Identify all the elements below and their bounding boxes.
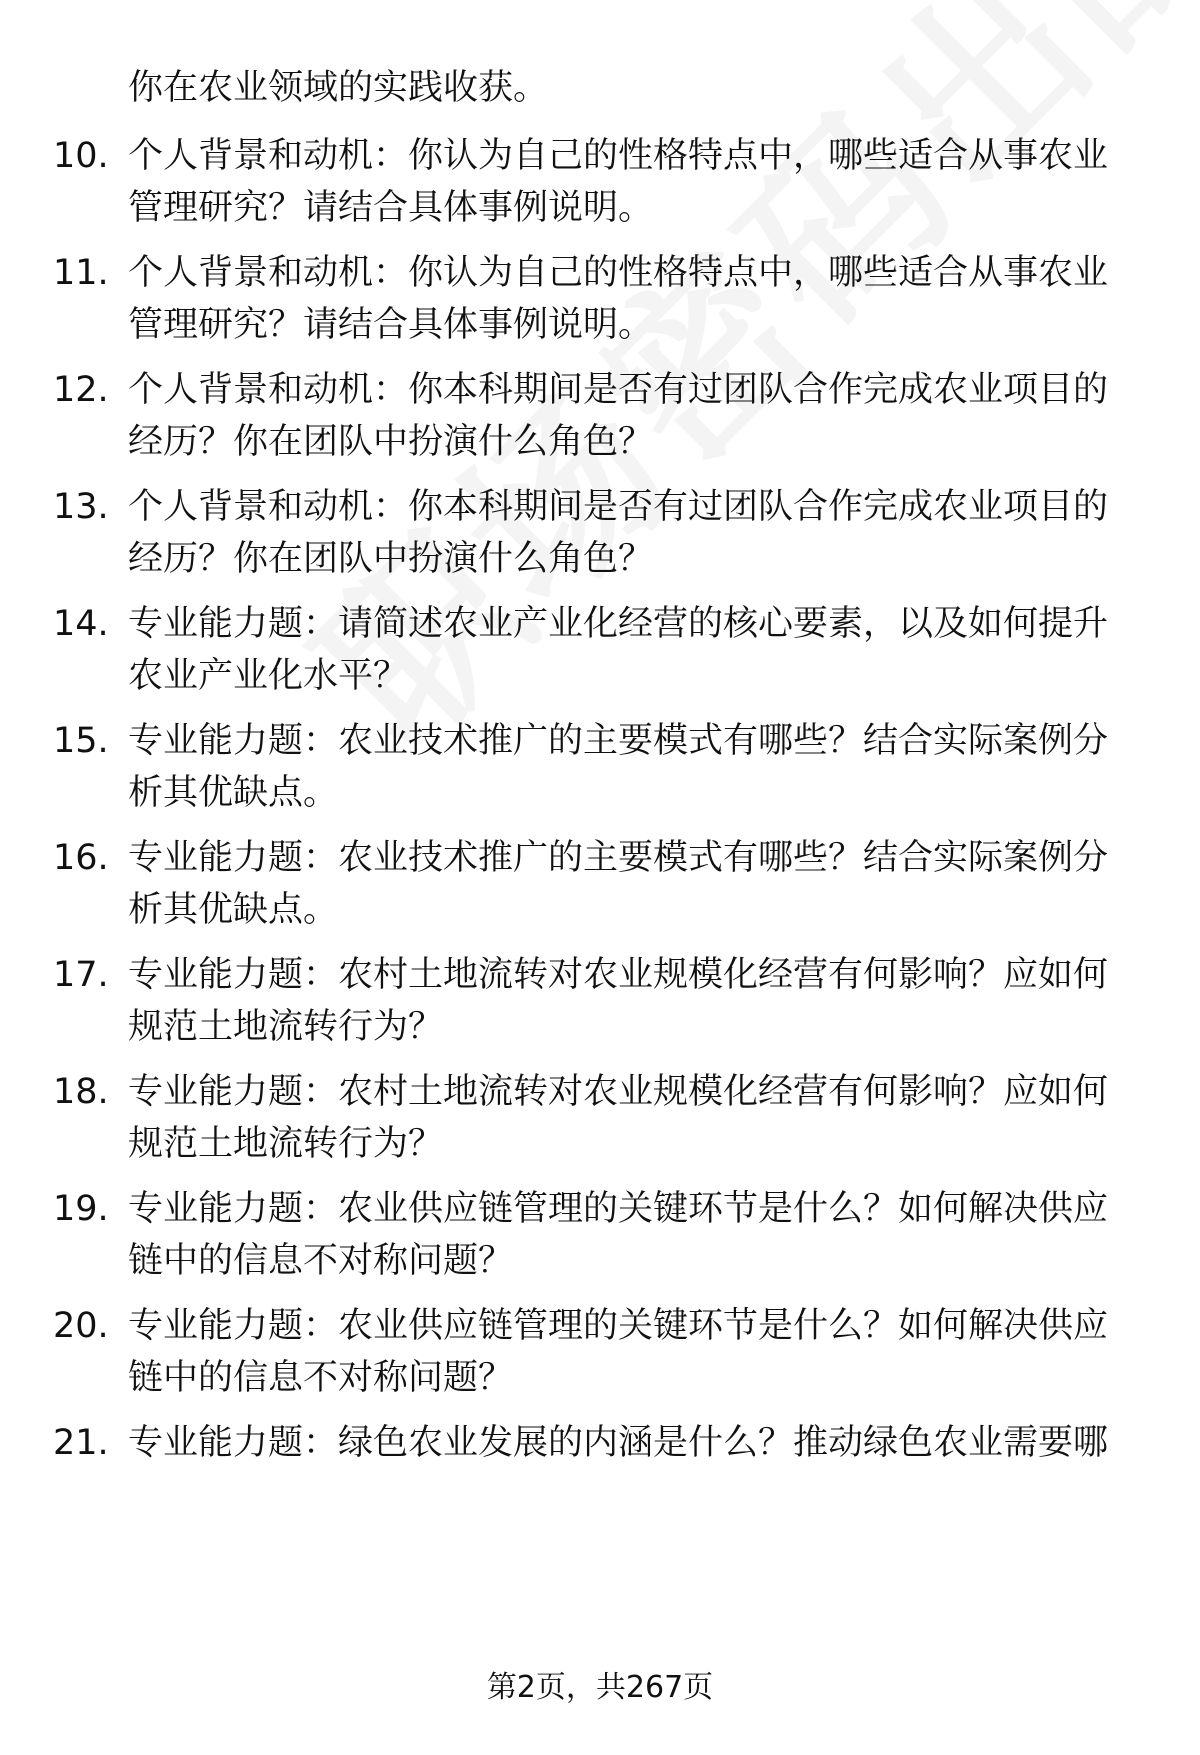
item-number: 11. — [53, 253, 109, 293]
item-number: 16. — [53, 838, 109, 878]
item-number: 13. — [53, 487, 109, 527]
item-number: 20. — [53, 1306, 109, 1346]
item-number: 15. — [53, 721, 109, 761]
item-number: 14. — [53, 604, 109, 644]
item-number: 17. — [53, 955, 109, 995]
item-number: 12. — [53, 370, 109, 410]
page-footer: 第2页，共267页 — [486, 1670, 714, 1705]
item-number: 19. — [53, 1189, 109, 1229]
item-text: 专业能力题：农业供应链管理的关键环节是什么？如何解决供应链中的信息不对称问题？ — [128, 1189, 1109, 1281]
item-text: 专业能力题：农业技术推广的主要模式有哪些？结合实际案例分析其优缺点。 — [128, 838, 1109, 930]
item-text: 专业能力题：农村土地流转对农业规模化经营有何影响？应如何规范土地流转行为？ — [128, 1072, 1109, 1164]
item-text: 专业能力题：农业供应链管理的关键环节是什么？如何解决供应链中的信息不对称问题？ — [128, 1306, 1109, 1398]
item-text: 专业能力题：请简述农业产业化经营的核心要素，以及如何提升农业产业化水平？ — [128, 604, 1109, 696]
item-text: 专业能力题：绿色农业发展的内涵是什么？推动绿色农业需要哪 — [128, 1423, 1109, 1463]
item-text: 个人背景和动机：你本科期间是否有过团队合作完成农业项目的经历？你在团队中扮演什么角色？ — [128, 370, 1109, 462]
item-number: 10. — [53, 136, 109, 176]
item-text: 个人背景和动机：你认为自己的性格特点中，哪些适合从事农业管理研究？请结合具体事例说明。 — [128, 253, 1109, 345]
item-number: 21. — [53, 1423, 109, 1463]
item-text: 专业能力题：农村土地流转对农业规模化经营有何影响？应如何规范土地流转行为？ — [128, 955, 1109, 1047]
item-text: 个人背景和动机：你本科期间是否有过团队合作完成农业项目的经历？你在团队中扮演什么角色？ — [128, 487, 1109, 579]
item-text: 个人背景和动机：你认为自己的性格特点中，哪些适合从事农业管理研究？请结合具体事例说明。 — [128, 136, 1109, 228]
item-text: 专业能力题：农业技术推广的主要模式有哪些？结合实际案例分析其优缺点。 — [128, 721, 1109, 813]
carryover-text: 你在农业领域的实践收获。 — [128, 68, 549, 108]
item-number: 18. — [53, 1072, 109, 1112]
